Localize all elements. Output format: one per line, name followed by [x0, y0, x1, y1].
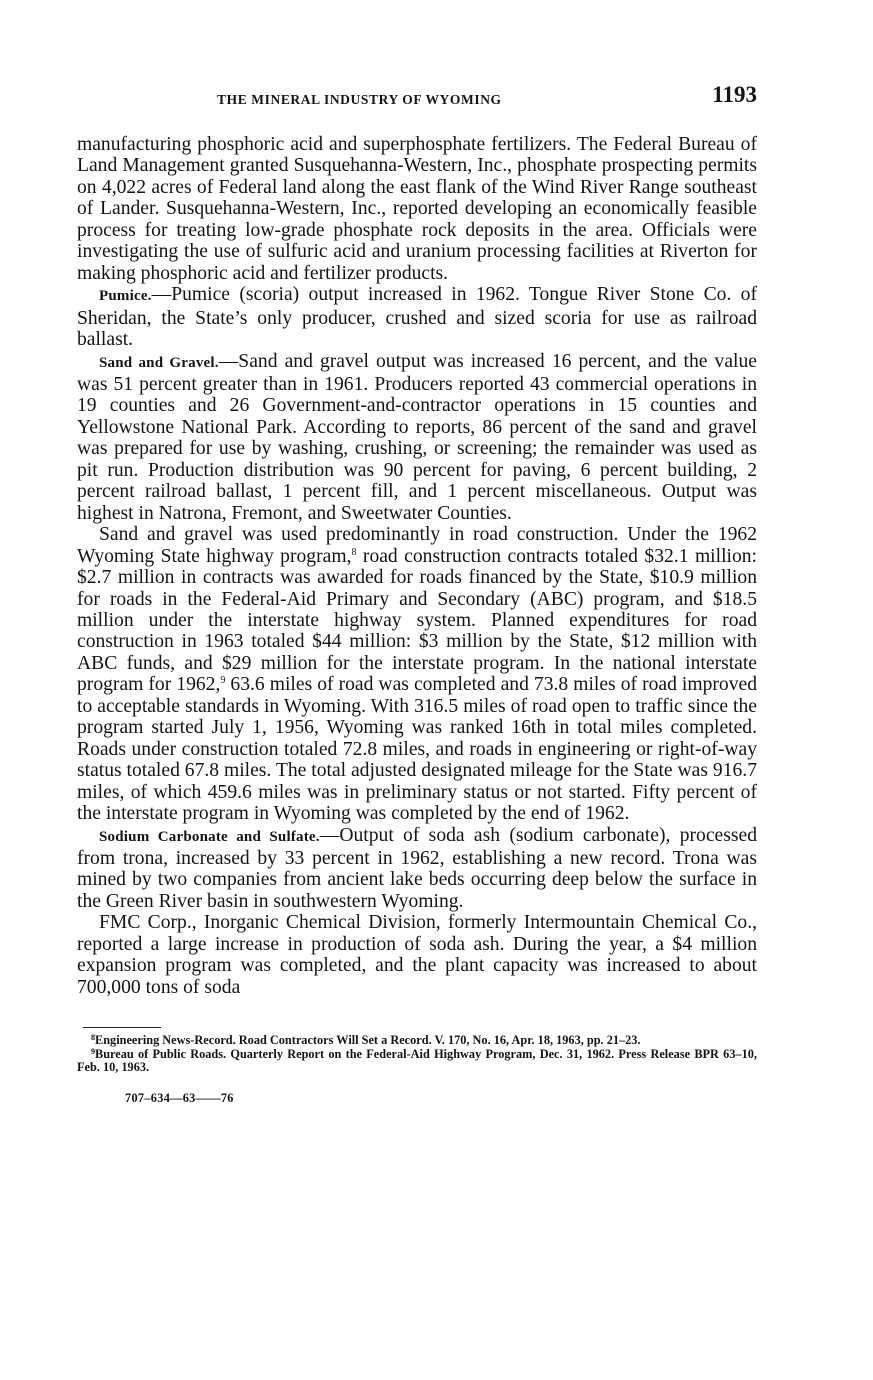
- paragraph-pumice: [77, 284, 757, 350]
- paragraph-text: —Pumice (scoria) output increased in 1962. Tongue River Stone Co. of Sheridan, the State’s only producer, crushed and sized scoria for use as railroad ballast.: [77, 284, 757, 351]
- paragraph-text: —Sand and gravel output was increased 16 percent, and the value was 51 percent greater than in 1961. Producers reported 43 commercial operations in 19 counties and 26 Government-and-contractor operations in 15 counties and Yellowstone National Park. According to reports, 86 percent of the sand and gravel was prepared for use by washing, crushing, or screening; the remainder was used as pit run. Production distribution was 90 percent for paving, 6 percent building, 2 percent railroad ballast, 1 percent fill, and 1 percent miscellaneous. Output was highest in Natrona, Fremont, and Sweetwater Counties.: [77, 350, 757, 524]
- footnote-text: Engineering News-Record. Road Contractors Will Set a Record. V. 170, No. 16, Apr. 18, 1963, pp. 21–23.: [95, 1033, 641, 1048]
- footnote-text: Bureau of Public Roads. Quarterly Report on the Federal-Aid Highway Program, Dec. 31, 1962. Press Release BPR 63–10, Feb. 10, 1963.: [77, 1046, 757, 1074]
- print-code: 707–634—63——76: [125, 1091, 234, 1106]
- paragraph-sand-and-gravel: [77, 351, 757, 525]
- paragraph-text: road construction contracts totaled $32.1 million: $2.7 million in contracts was awarded for roads financed by the State, $10.9 million for roads in the Federal-Aid Primary and Secondary (ABC) program, and $18.5 million under the interstate highway system. Planned expenditures for road construction in 1963 totaled $44 million: $3 million by the State, $12 million with ABC funds, and $29 million for the interstate program. In the national interstate program for 1962,: [77, 545, 757, 696]
- section-heading-sand-and-gravel: Sand and Gravel.: [99, 354, 219, 371]
- footnotes: [77, 1034, 757, 1074]
- paragraph-road-construction: [77, 524, 757, 824]
- document-page: [77, 78, 757, 1106]
- paragraph-text: FMC Corp., Inorganic Chemical Division, formerly Intermountain Chemical Co., reported a large increase in production of soda ash. During the year, a $4 million expansion program was completed, and the plant capacity was increased to about 700,000 tons of soda: [77, 912, 757, 998]
- running-title: THE MINERAL INDUSTRY OF WYOMING: [217, 92, 502, 107]
- footnote-marker: 8: [91, 1033, 95, 1043]
- page-number: 1193: [712, 82, 757, 107]
- paragraph-text: 63.6 miles of road was completed and 73.8 miles of road improved to acceptable standards in Wyoming. With 316.5 miles of road open to traffic since the program started July 1, 1956, Wyoming was ranked 16th in total miles completed. Roads under construction totaled 72.8 miles, and roads in engineering or right-of-way status totaled 67.8 miles. The total adjusted designated mileage for the State was 916.7 miles, of which 459.6 miles was in preliminary status or not started. Fifty percent of the interstate program in Wyoming was completed by the end of 1962.: [77, 674, 758, 825]
- footnote-marker: 9: [91, 1046, 95, 1056]
- running-head: [77, 78, 757, 112]
- footnote-9: [77, 1048, 757, 1075]
- body-text: [77, 134, 757, 998]
- paragraph-fmc-corp: [77, 912, 757, 998]
- paragraph-text: —Output of soda ash (sodium carbonate), processed from trona, increased by 33 percent in 1962, establishing a new record. Trona was mined by two companies from ancient lake beds occurring deep below the surface in the Green River basin in southwestern Wyoming.: [77, 824, 757, 912]
- footnote-reference-8: 8: [351, 546, 357, 558]
- footnote-divider: [83, 1027, 161, 1028]
- footnote-reference-9: 9: [220, 675, 226, 687]
- paragraph-text: Sand and gravel was used predominantly in road construction. Under the 1962 Wyoming State highway program,: [77, 524, 757, 567]
- paragraph-phosphate-continuation: [77, 134, 757, 284]
- section-heading-sodium-carbonate: Sodium Carbonate and Sulfate.: [99, 828, 320, 845]
- footnote-8: [77, 1034, 757, 1047]
- paragraph-text: manufacturing phosphoric acid and superphosphate fertilizers. The Federal Bureau of Land Management granted Susquehanna-Western, Inc., phosphate prospecting permits on 4,022 acres of Federal land along the east flank of the Wind River Range southeast of Lander. Susquehanna-Western, Inc., reported developing an economically feasible process for treating low-grade phosphate rock deposits in the area. Officials were investigating the use of sulfuric acid and uranium processing facilities at Riverton for making phosphoric acid and fertilizer products.: [77, 134, 757, 284]
- section-heading-pumice: Pumice.: [99, 288, 152, 305]
- paragraph-sodium-carbonate: [77, 825, 757, 913]
